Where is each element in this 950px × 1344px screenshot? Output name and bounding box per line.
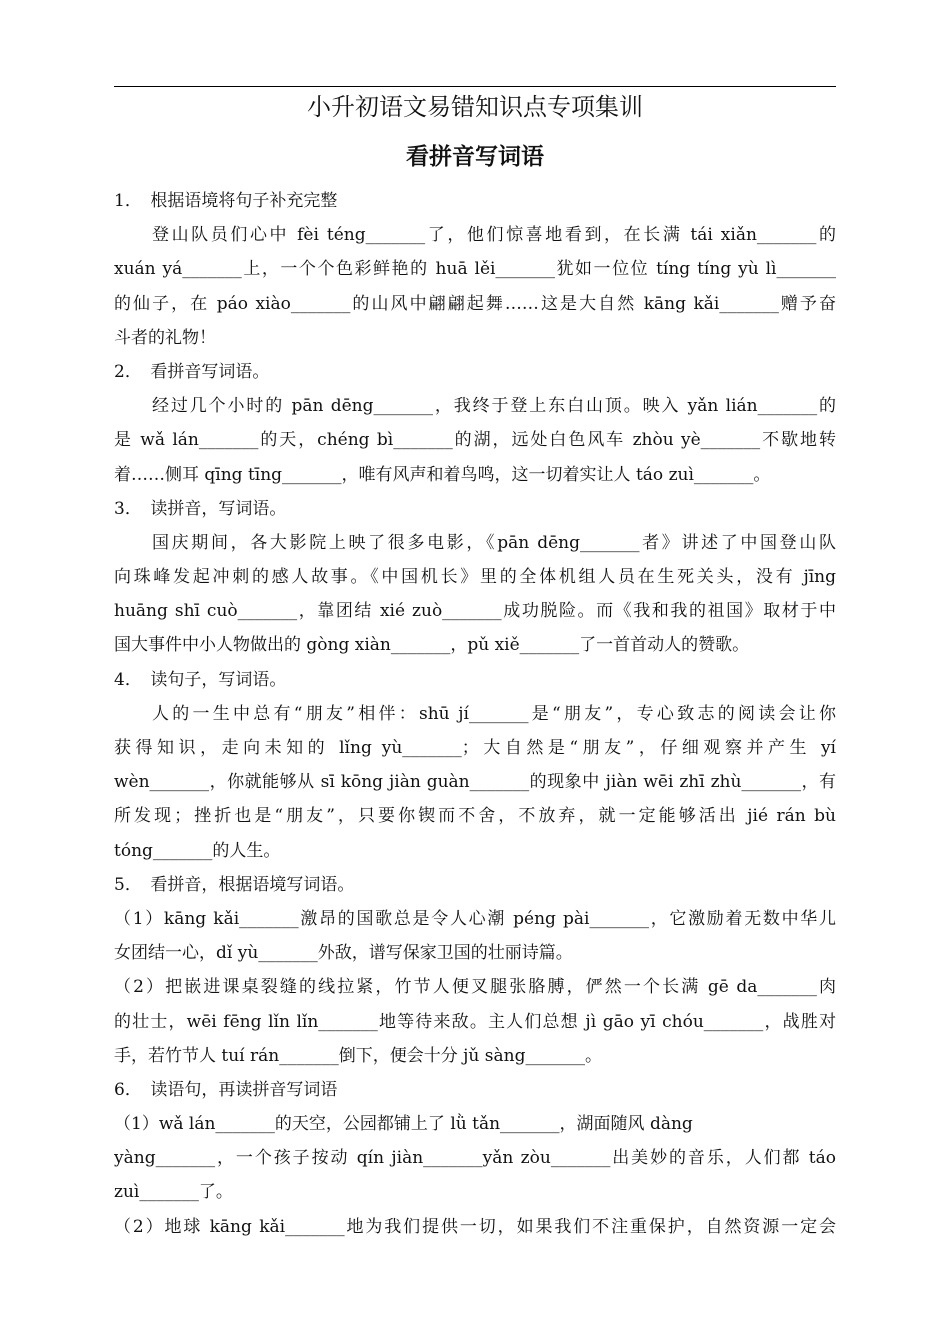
page-title: 小升初语文易错知识点专项集训	[307, 93, 643, 121]
text-line: 3． 读拼音，写词语。	[114, 498, 287, 519]
text-line: tóng_______的人生。	[114, 840, 281, 861]
exercise-body	[114, 184, 836, 1244]
text-line: 4． 读句子，写词语。	[114, 669, 287, 690]
text-line: 获得知识，走向未知的 lǐng yù_______；大自然是“朋友”，仔细观察并产生 yí	[114, 738, 836, 758]
text-line: （2）地球 kāng kǎi_______地为我们提供一切，如果我们不注重保护，自然资源一定会	[114, 1216, 836, 1237]
text-line: 国庆期间，各大影院上映了很多电影，《pān dēng_______者》讲述了中国登山队	[152, 532, 836, 553]
text-line: wèn_______，你就能够从 sī kōng jiàn guàn_______的现象中 jiàn wēi zhī zhù_______，有	[114, 772, 836, 793]
text-line: 国大事件中小人物做出的 gòng xiàn_______，pǔ xiě_______了一首首动人的赞歌。	[114, 635, 750, 656]
text-line: zuì_______了。	[114, 1182, 233, 1203]
text-line: （1）wǎ lán_______的天空，公园都铺上了 lǜ tǎn_______，湖面随风 dàng	[114, 1114, 693, 1135]
text-line: 5． 看拼音，根据语境写词语。	[114, 874, 355, 895]
text-line: （1）kāng kǎi_______激昂的国歌总是令人心潮 péng pài_______，它激励着无数中华儿	[114, 908, 836, 929]
text-line: （2）把嵌进课桌裂缝的线拉紧，竹节人便叉腿张胳膊，俨然一个长满 gē da_______肉	[114, 977, 836, 998]
text-line: xuán yá_______上，一个个色彩鲜艳的 huā lěi_______犹如一位位 tíng tíng yù lì_______	[114, 259, 836, 280]
text-line: 着……侧耳 qīng tīng_______，唯有风声和着鸟鸣，这一切着实让人 táo zuì_______。	[114, 464, 771, 485]
text-line: 的仙子，在 páo xiào_______的山风中翩翩起舞……这是大自然 kāng kǎi_______赠予奋	[114, 293, 836, 314]
text-line: 是 wǎ lán_______的天，chéng bì_______的湖，远处白色风车 zhòu yè_______不歇地转	[114, 430, 836, 451]
text-line: huāng shī cuò_______，靠团结 xié zuò_______成功脱险。而《我和我的祖国》取材于中	[114, 601, 836, 622]
text-line: 1． 根据语境将句子补充完整	[114, 191, 338, 211]
header-rule	[114, 86, 836, 87]
text-line: 2． 看拼音写词语。	[114, 361, 270, 382]
text-line: 经过几个小时的 pān dēng_______，我终于登上东白山顶。映入 yǎn lián_______的	[152, 396, 836, 417]
text-line: yàng_______，一个孩子按动 qín jiàn_______yǎn zòu_______出美妙的音乐，人们都 táo	[114, 1148, 836, 1169]
text-line: 斗者的礼物！	[114, 327, 216, 348]
text-line: 向珠峰发起冲刺的感人故事。《中国机长》里的全体机组人员在生死关头，没有 jīng	[114, 567, 836, 588]
text-line: 登山队员们心中 fèi téng_______了，他们惊喜地看到，在长满 tái xiǎn_______的	[152, 225, 836, 246]
text-line: 所发现；挫折也是“朋友”，只要你锲而不舍，不放弃，就一定能够活出 jié rán bù	[114, 806, 836, 827]
text-line: 6． 读语句，再读拼音写词语	[114, 1079, 338, 1100]
text-line: 手，若竹节人 tuí rán_______倒下，便会十分 jǔ sàng_______。	[114, 1045, 602, 1066]
text-line: 的壮士，wēi fēng lǐn lǐn_______地等待来敌。主人们总想 jì gāo yī chóu_______，战胜对	[114, 1011, 836, 1032]
page-subtitle: 看拼音写词语	[406, 144, 544, 170]
text-line: 人的一生中总有“朋友”相伴：shū jí_______是“朋友”，专心致志的阅读会让你	[152, 703, 836, 724]
text-line: 女团结一心，dǐ yù_______外敌，谱写保家卫国的壮丽诗篇。	[114, 943, 573, 964]
